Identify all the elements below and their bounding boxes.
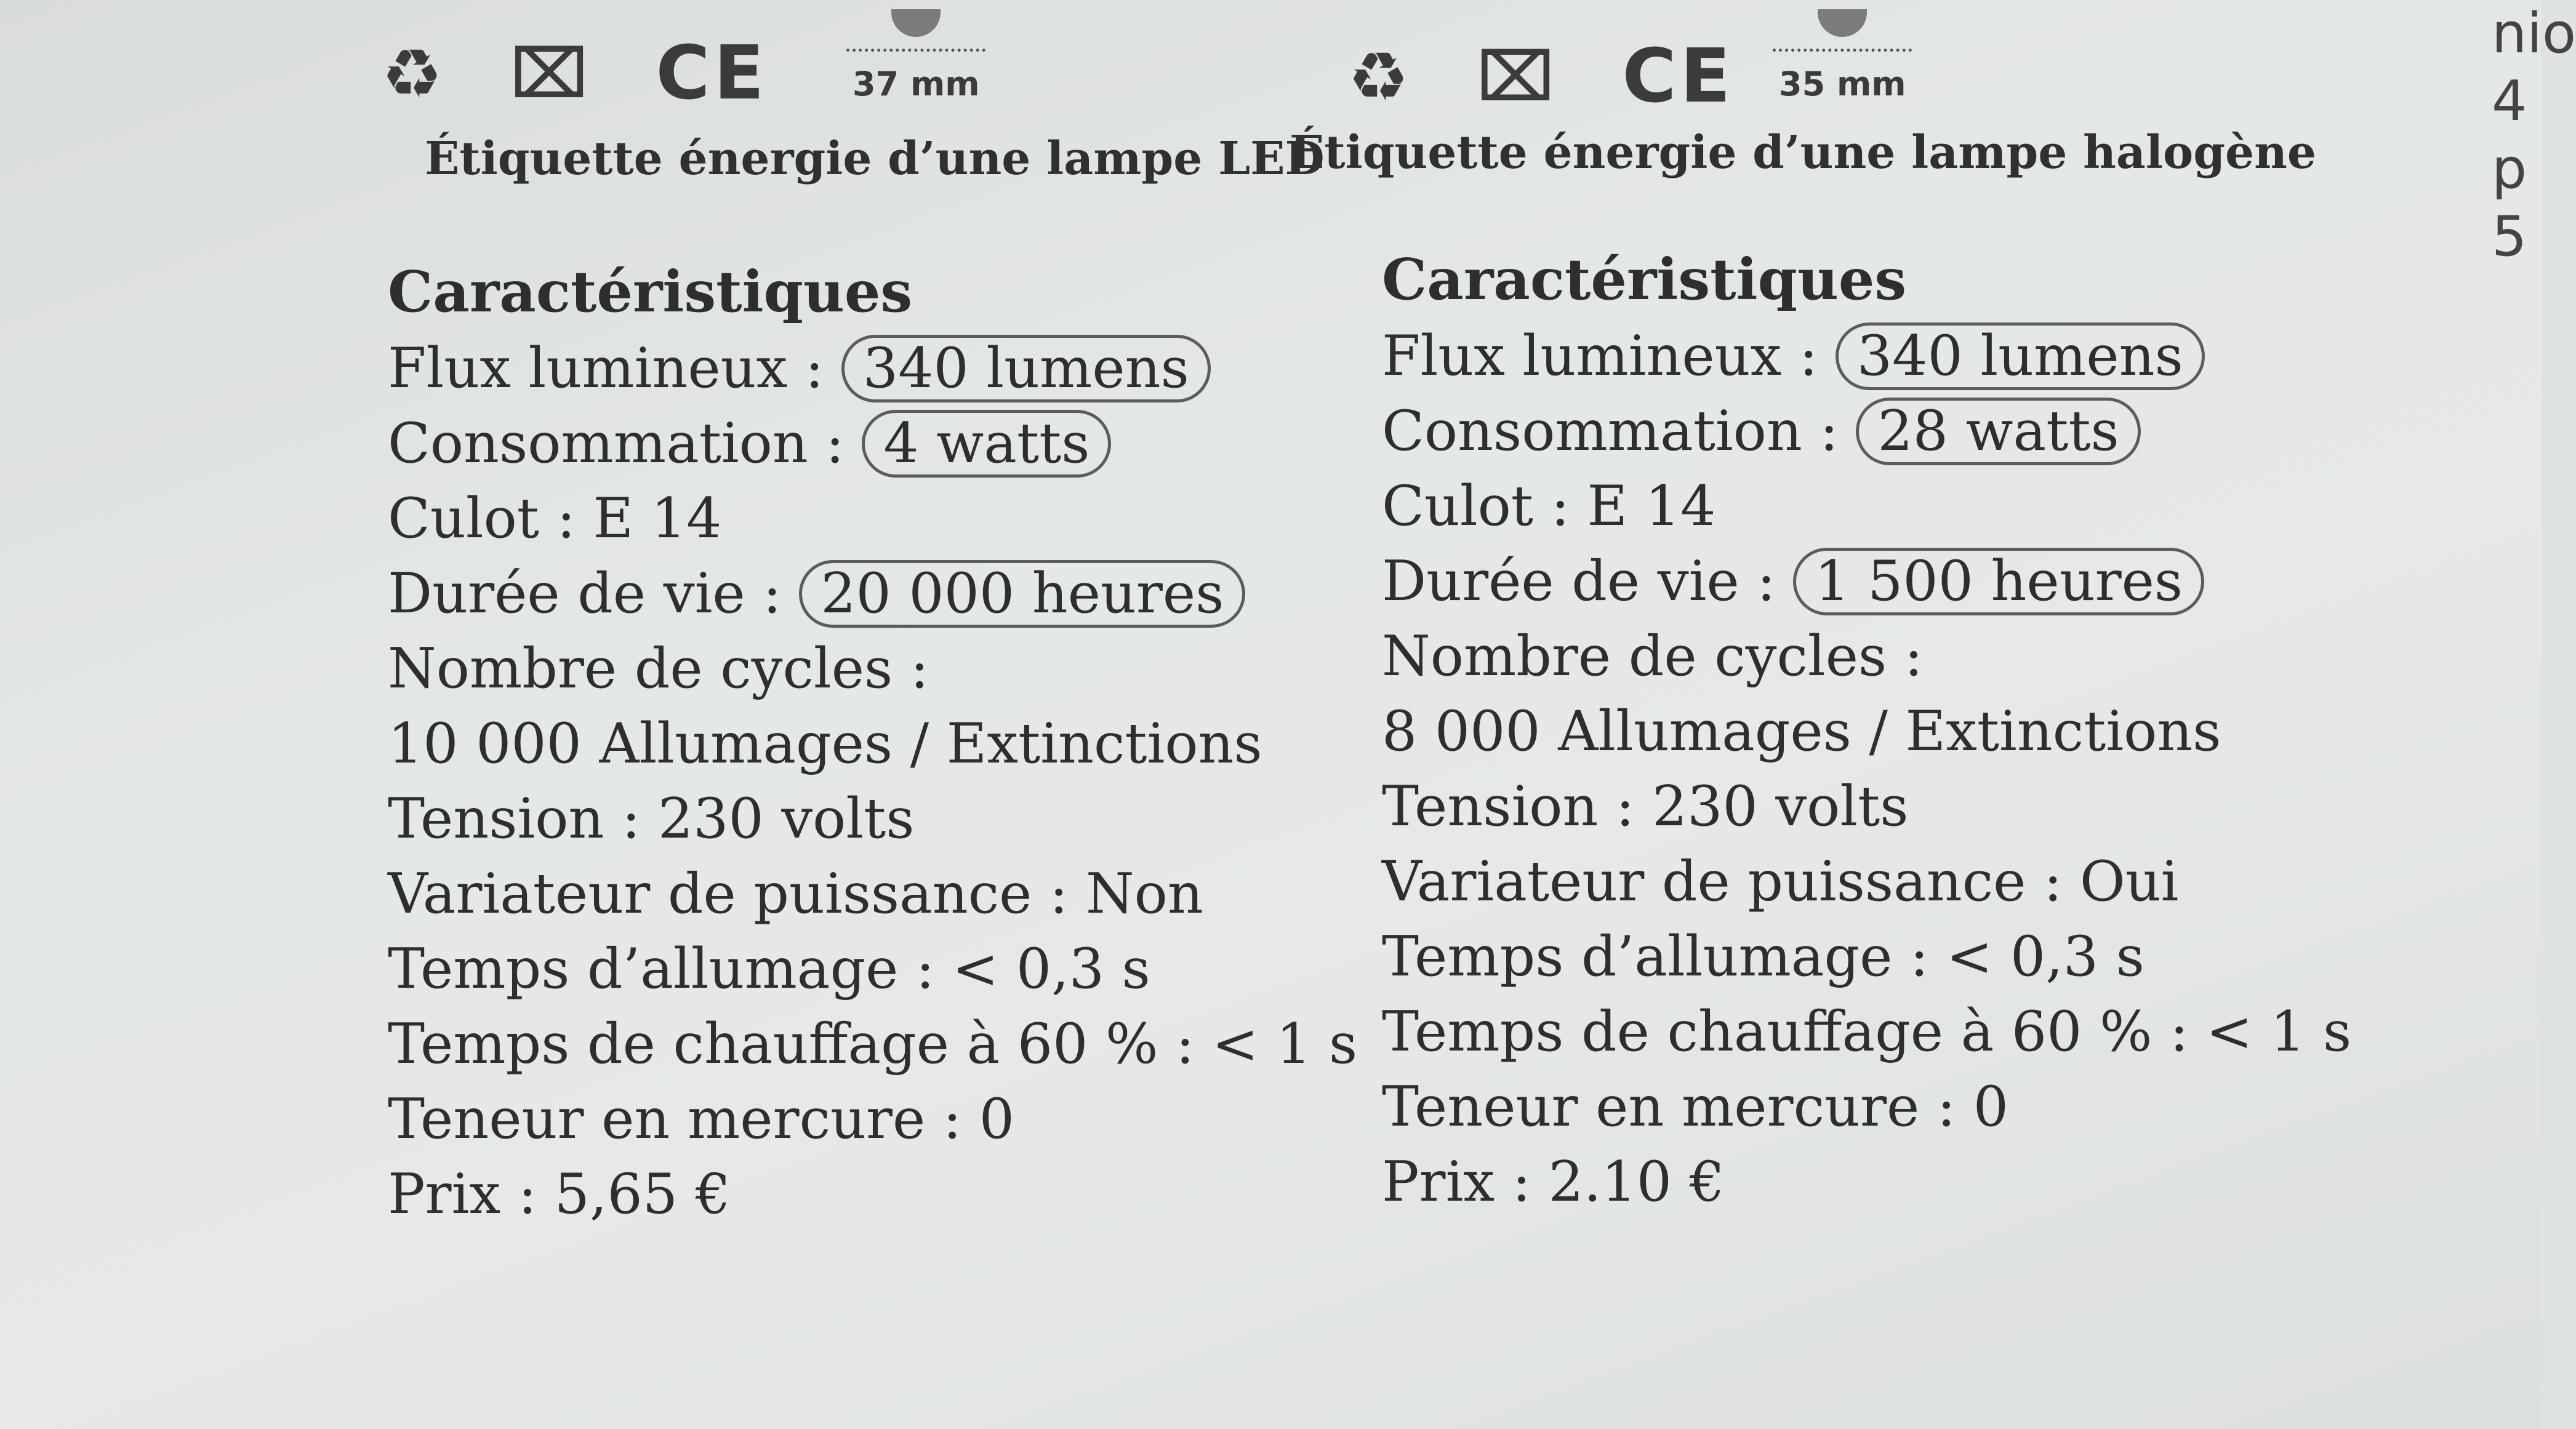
characteristic-label: Temps de chauffage à 60 % : < 1 s bbox=[1382, 999, 2352, 1064]
characteristic-label: Temps d’allumage : < 0,3 s bbox=[388, 937, 1150, 1001]
characteristic-line bbox=[388, 631, 1357, 706]
characteristic-label: Durée de vie : bbox=[1382, 549, 1794, 614]
characteristic-label: Nombre de cycles : bbox=[1382, 624, 1924, 689]
ce-mark-icon: CE bbox=[1622, 34, 1735, 119]
characteristic-value: 28 watts bbox=[1856, 398, 2140, 465]
dimension-arrow bbox=[846, 49, 985, 52]
characteristic-line bbox=[1382, 1145, 2351, 1220]
dimension-arrow bbox=[1773, 49, 1912, 52]
left-label-icons bbox=[382, 31, 768, 116]
characteristic-value: 20 000 heures bbox=[799, 560, 1245, 628]
right-heading: Caractéristiques bbox=[1382, 246, 1907, 313]
characteristic-line bbox=[1382, 394, 2351, 469]
characteristic-label: Variateur de puissance : Non bbox=[388, 862, 1203, 926]
characteristic-line bbox=[388, 556, 1357, 631]
recycle-icon: ♻ bbox=[382, 34, 443, 113]
characteristic-label: Consommation : bbox=[1382, 399, 1856, 463]
characteristic-label: Prix : 5,65 € bbox=[388, 1162, 731, 1227]
characteristic-line bbox=[388, 481, 1357, 556]
crossed-bin-icon: ⌧ bbox=[510, 34, 588, 113]
characteristic-label: Consommation : bbox=[388, 411, 862, 476]
margin-fragments bbox=[2486, 0, 2576, 308]
characteristic-line bbox=[388, 857, 1357, 932]
margin-fragment: 5 bbox=[2492, 204, 2527, 269]
characteristic-line bbox=[1382, 919, 2351, 995]
characteristic-value: 1 500 heures bbox=[1793, 548, 2204, 615]
characteristic-label: Nombre de cycles : bbox=[388, 636, 929, 701]
characteristic-line bbox=[1382, 469, 2351, 544]
characteristic-label: Flux lumineux : bbox=[1382, 324, 1836, 388]
left-lines bbox=[388, 331, 1357, 1232]
recycle-icon: ♻ bbox=[1348, 38, 1409, 116]
characteristic-line bbox=[1382, 619, 2351, 694]
characteristic-label: Teneur en mercure : 0 bbox=[388, 1087, 1015, 1151]
right-label-title: Étiquette énergie d’une lampe halogène bbox=[1290, 126, 2316, 179]
characteristic-label: Teneur en mercure : 0 bbox=[1382, 1075, 2009, 1139]
left-dimension-text: 37 mm bbox=[853, 65, 980, 103]
characteristic-label: Tension : 230 volts bbox=[1382, 774, 1909, 839]
right-characteristics bbox=[1382, 246, 2351, 1220]
characteristic-line bbox=[388, 1157, 1357, 1232]
characteristic-label: Variateur de puissance : Oui bbox=[1382, 849, 2179, 914]
characteristic-line bbox=[388, 331, 1357, 406]
ce-mark-icon: CE bbox=[656, 31, 768, 116]
margin-fragment: nio bbox=[2492, 1, 2576, 66]
characteristic-label: Temps d’allumage : < 0,3 s bbox=[1382, 924, 2145, 989]
characteristic-line bbox=[388, 1082, 1357, 1157]
characteristic-label: Tension : 230 volts bbox=[388, 787, 915, 851]
left-characteristics bbox=[388, 258, 1357, 1232]
left-dimension bbox=[853, 65, 979, 103]
characteristic-label: Culot : E 14 bbox=[1382, 474, 1716, 538]
margin-fragment: 4 bbox=[2492, 69, 2527, 134]
characteristic-line bbox=[1382, 544, 2351, 619]
right-dimension-text: 35 mm bbox=[1779, 65, 1906, 103]
characteristic-label: Culot : E 14 bbox=[388, 486, 722, 551]
characteristic-line bbox=[388, 706, 1357, 782]
right-label-icons bbox=[1348, 34, 1735, 119]
characteristic-label: Temps de chauffage à 60 % : < 1 s bbox=[388, 1012, 1358, 1076]
characteristic-label: Durée de vie : bbox=[388, 561, 800, 626]
margin-fragment: p bbox=[2492, 137, 2527, 201]
right-dimension bbox=[1779, 65, 1906, 103]
characteristic-line bbox=[388, 932, 1357, 1007]
left-heading: Caractéristiques bbox=[388, 258, 913, 325]
characteristic-label: Flux lumineux : bbox=[388, 336, 841, 401]
characteristic-label: 8 000 Allumages / Extinctions bbox=[1382, 699, 2221, 764]
characteristic-line bbox=[1382, 769, 2351, 844]
characteristic-line bbox=[1382, 694, 2351, 769]
characteristic-label: Prix : 2.10 € bbox=[1382, 1150, 1725, 1214]
characteristic-line bbox=[1382, 1070, 2351, 1145]
characteristic-line bbox=[1382, 319, 2351, 394]
characteristic-value: 340 lumens bbox=[841, 335, 1211, 402]
characteristic-line bbox=[388, 406, 1357, 481]
characteristic-line bbox=[388, 1007, 1357, 1082]
characteristic-line bbox=[388, 782, 1357, 857]
characteristic-value: 4 watts bbox=[862, 410, 1111, 478]
characteristic-line bbox=[1382, 995, 2351, 1070]
left-label-title: Étiquette énergie d’une lampe LED bbox=[425, 132, 1325, 185]
characteristic-value: 340 lumens bbox=[1836, 322, 2205, 390]
characteristic-line bbox=[1382, 844, 2351, 919]
characteristic-label: 10 000 Allumages / Extinctions bbox=[388, 711, 1262, 776]
right-lines bbox=[1382, 319, 2351, 1220]
crossed-bin-icon: ⌧ bbox=[1476, 38, 1555, 116]
